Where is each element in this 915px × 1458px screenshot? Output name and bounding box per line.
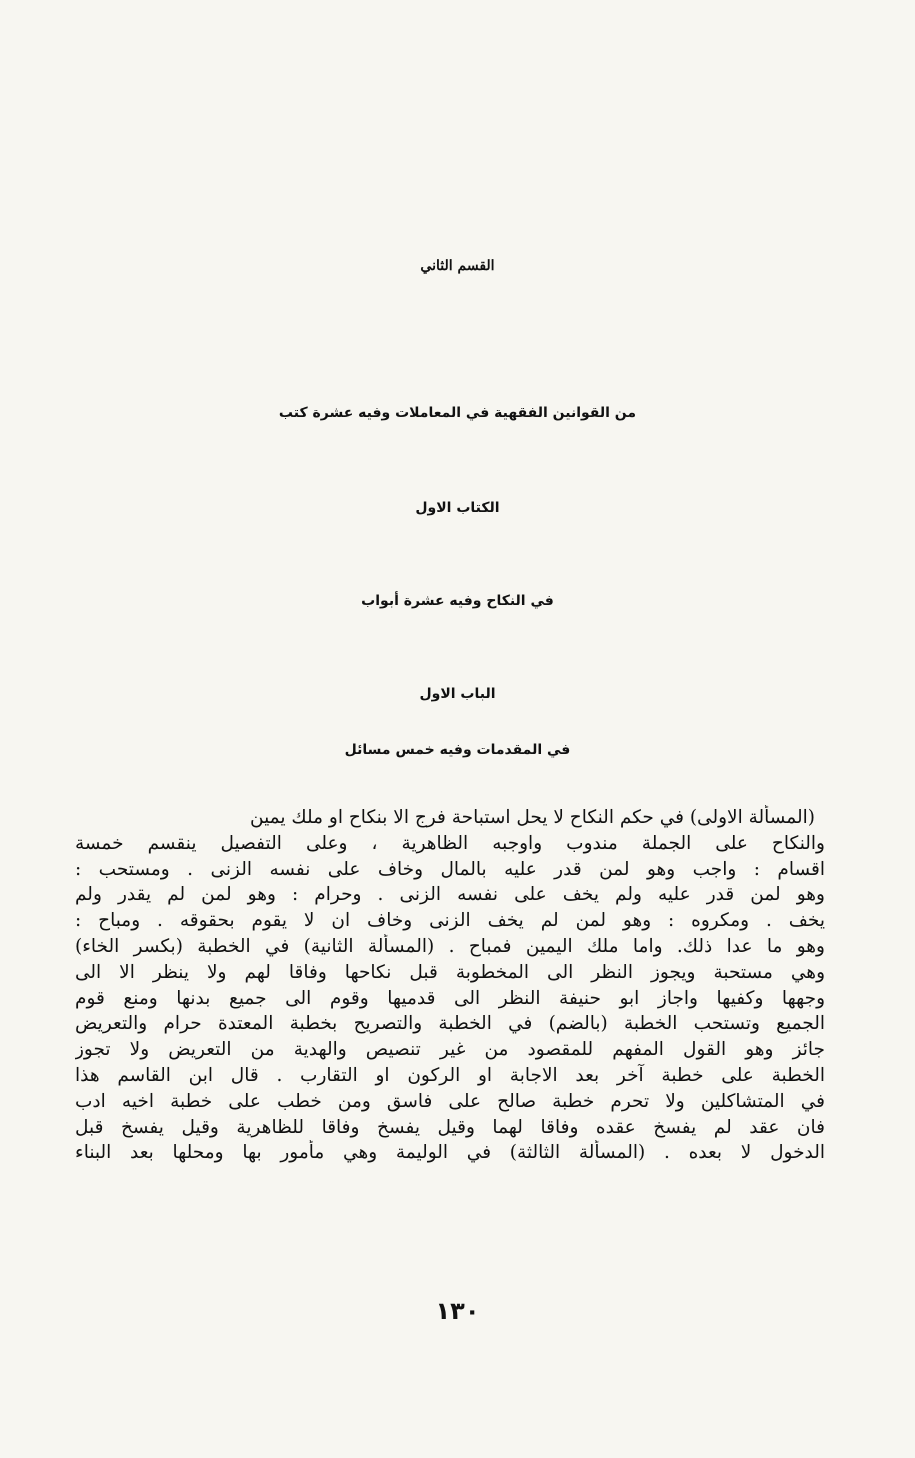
text-line: فان عقد لم يفسخ عقده وفاقا لهما وقيل يفسخ وفاقا للظاهرية وقيل يفسخ قبل bbox=[75, 1116, 825, 1138]
book-subtitle: في النكاح وفيه عشرة أبواب bbox=[361, 593, 554, 609]
text-line: (المسألة الاولى) في حكم النكاح لا يحل استباحة فرج الا بنكاح او ملك يمين bbox=[250, 807, 815, 828]
text-line: وهو ما عدا ذلك. واما ملك اليمين فمباح . (المسألة الثانية) في الخطبة (بكسر الخاء) bbox=[75, 935, 825, 957]
part-title: القسم الثاني bbox=[420, 258, 495, 274]
text-line: جائز وهو القول المفهم للمقصود من غير تنصيص والهدية من التعريض ولا تجوز bbox=[75, 1039, 825, 1061]
body-paragraph bbox=[75, 805, 825, 1166]
text-line: وهي مستحبة ويجوز النظر الى المخطوبة قبل نكاحها وفاقا لهم ولا ينظر الا الى bbox=[75, 961, 825, 983]
text-line: يخف . ومكروه : وهو لمن لم يخف الزنى وخاف ان لا يقوم بحقوقه . ومباح : bbox=[75, 910, 825, 932]
book-title: الكتاب الاول bbox=[415, 500, 500, 516]
text-line: والنكاح على الجملة مندوب واوجبه الظاهرية ، وعلى التفصيل ينقسم خمسة bbox=[75, 832, 825, 854]
text-line: الجميع وتستحب الخطبة (بالضم) في الخطبة والتصريح بخطبة المعتدة حرام والتعريض bbox=[75, 1013, 825, 1035]
chapter-title: الباب الاول bbox=[419, 686, 496, 702]
page-number: ١٣٠ bbox=[435, 1297, 480, 1325]
part-subtitle: من القوانين الفقهية في المعاملات وفيه عشرة كتب bbox=[278, 405, 637, 421]
text-line: في المتشاكلين ولا تحرم خطبة صالح على فاسق ومن خطب على خطبة اخيه ادب bbox=[75, 1090, 825, 1112]
chapter-subtitle: في المقدمات وفيه خمس مسائل bbox=[344, 742, 571, 758]
text-line: وهو لمن قدر عليه ولم يخف على نفسه الزنى . وحرام : وهو لمن لم يقدر ولم bbox=[75, 884, 825, 906]
text-line: الخطبة على خطبة آخر بعد الاجابة او الركون او التقارب . قال ابن القاسم هذا bbox=[75, 1064, 825, 1086]
text-line: وجهها وكفيها واجاز ابو حنيفة النظر الى قدميها وقوم الى جميع بدنها ومنع قوم bbox=[75, 987, 825, 1009]
text-line: اقسام : واجب وهو لمن قدر عليه بالمال وخاف على نفسه الزنى . ومستحب : bbox=[75, 858, 825, 880]
text-line: الدخول لا بعده . (المسألة الثالثة) في الوليمة وهي مأمور بها ومحلها بعد البناء bbox=[75, 1142, 825, 1164]
